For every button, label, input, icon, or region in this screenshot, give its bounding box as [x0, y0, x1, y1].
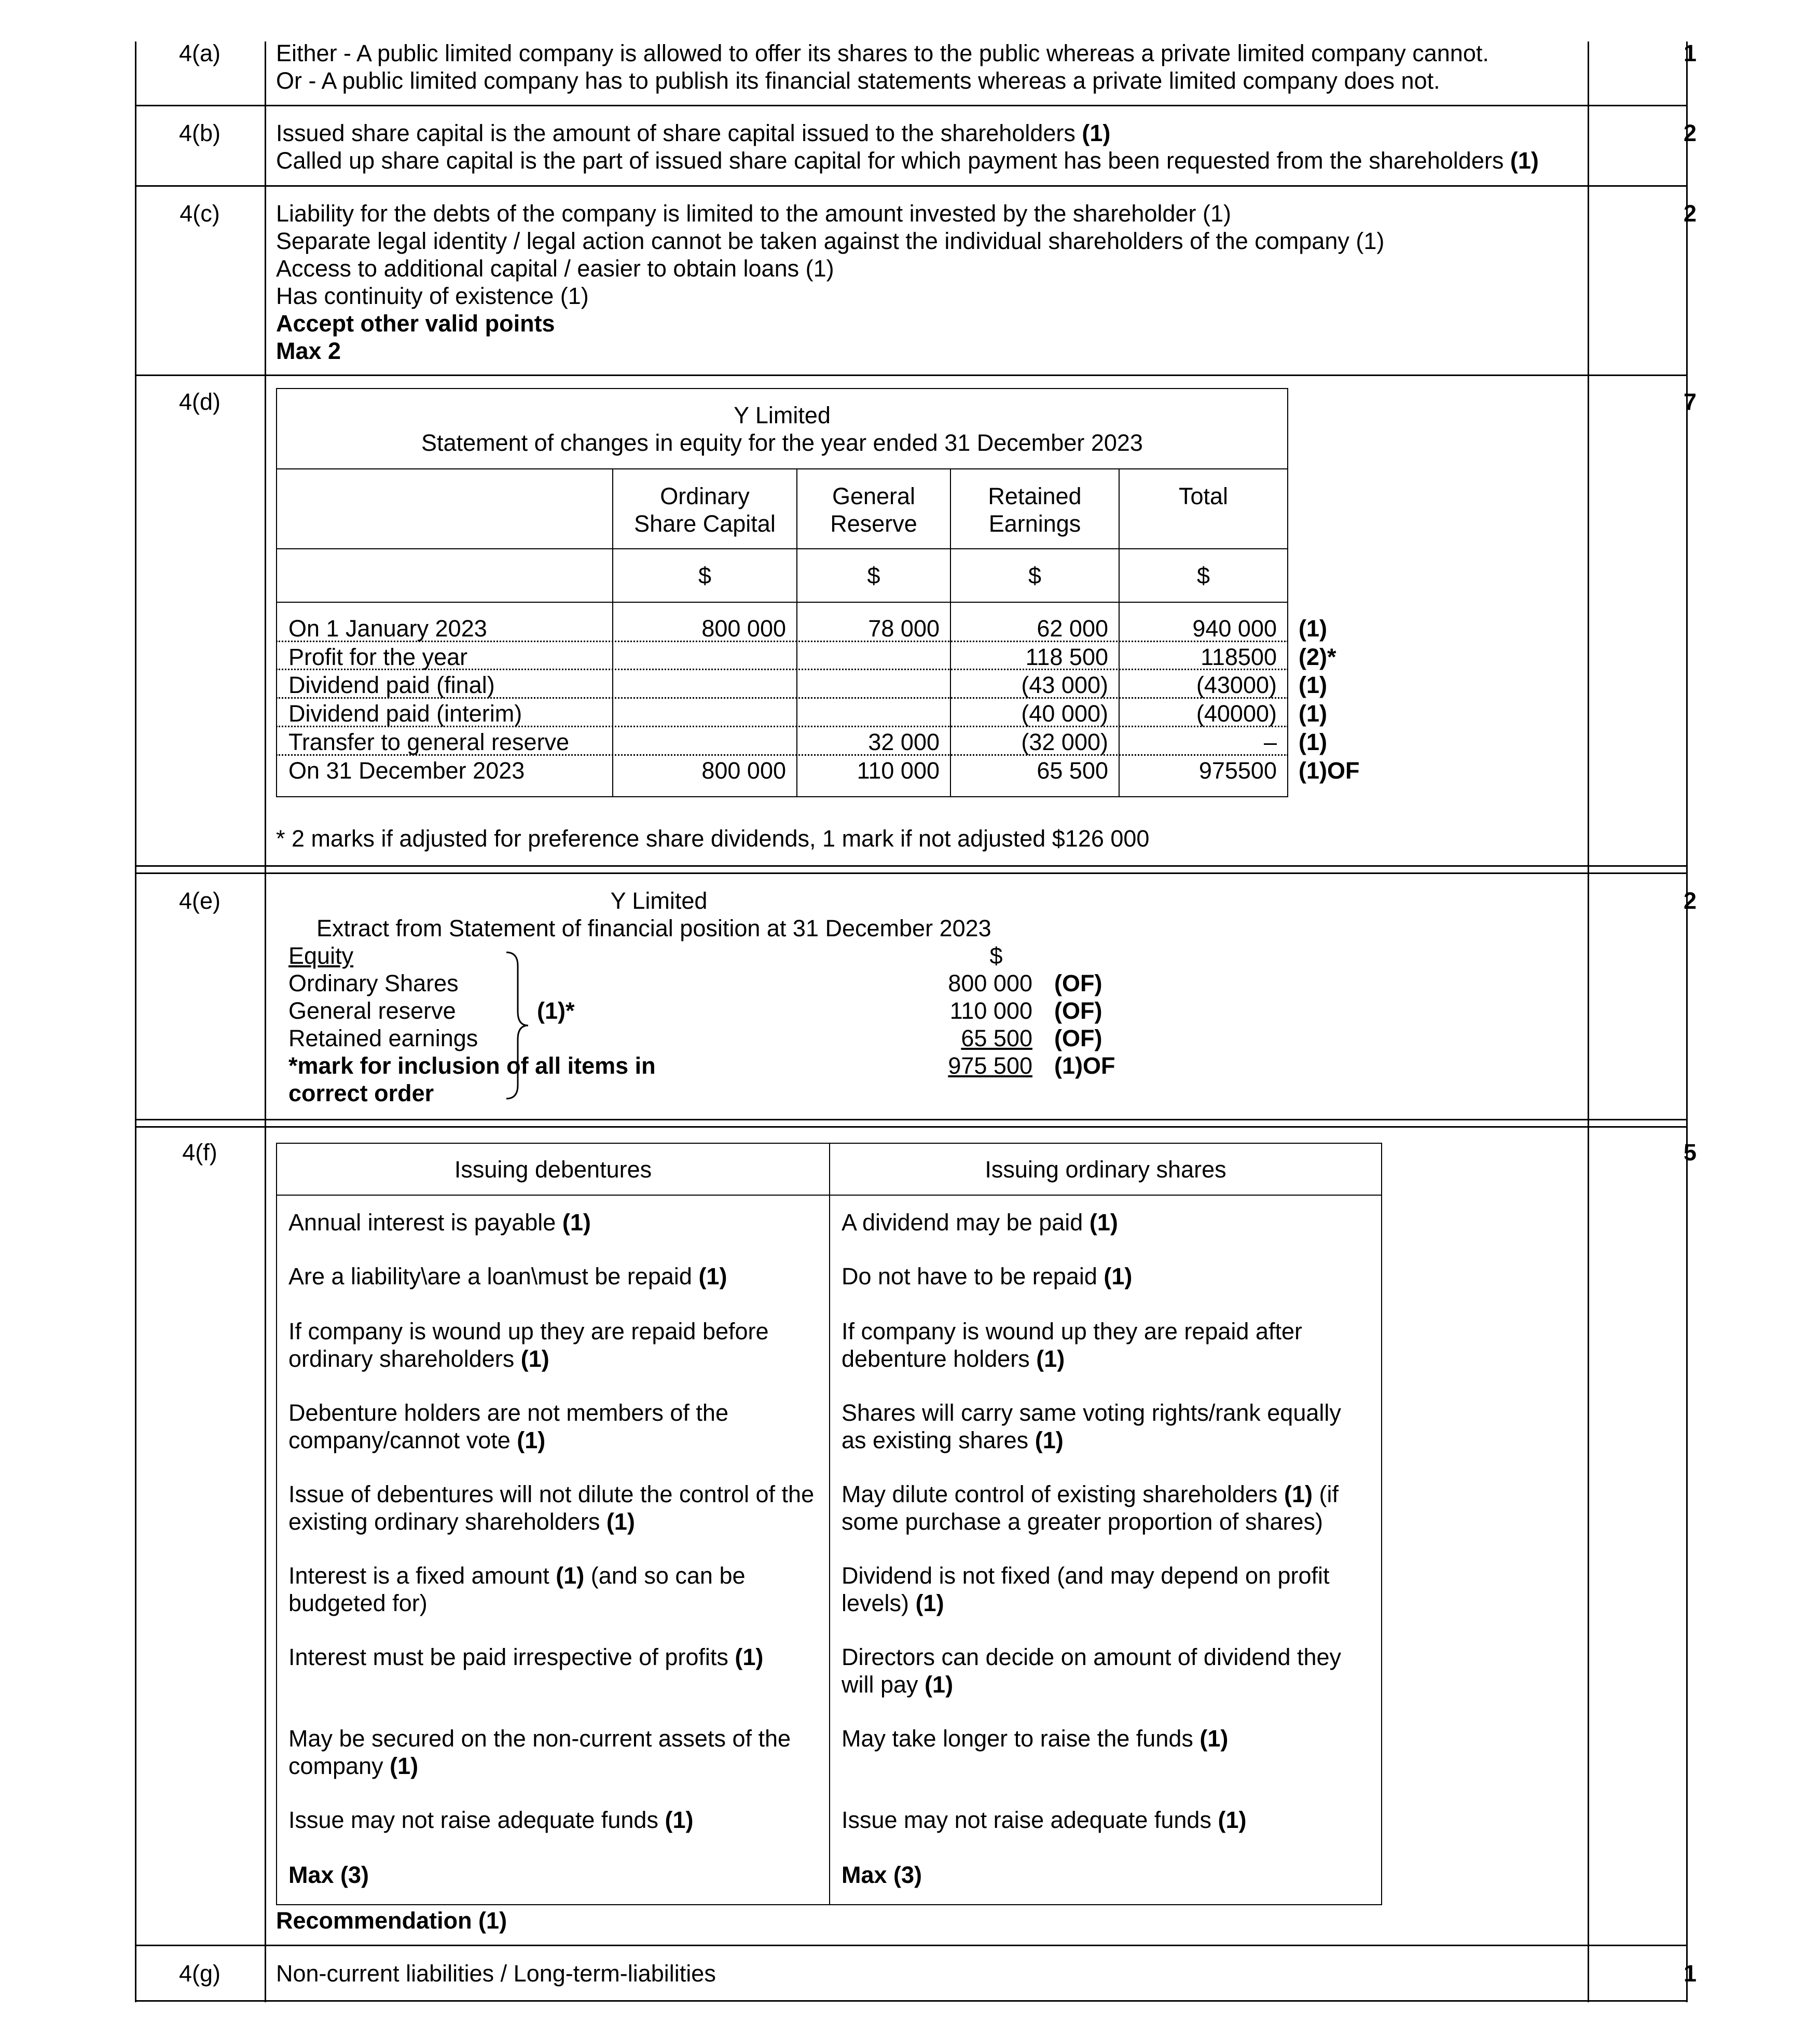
- soce-border-top: [276, 388, 1288, 389]
- debenture-point-text: Annual interest is payable: [288, 1209, 556, 1236]
- soce-cell: 110 000: [857, 757, 940, 784]
- debenture-point-mark: (1): [556, 1562, 585, 1589]
- marks-4f: 5: [1683, 1139, 1697, 1166]
- soce-cell: (43000): [1196, 672, 1277, 698]
- answer-4b-line2-mark: (1): [1510, 147, 1539, 174]
- soce-cell: 118500: [1201, 644, 1277, 670]
- sofp-title: Y Limited: [610, 888, 708, 914]
- debenture-point-text: If company is wound up they are repaid before ordinary shareholders: [288, 1318, 769, 1372]
- finance-table-col-divider: [829, 1143, 830, 1905]
- sofp-item-value: 110 000: [949, 997, 1032, 1024]
- finance-table-border-left: [276, 1143, 277, 1905]
- soce-cell: 975500: [1198, 757, 1277, 784]
- shares-point-mark: (1): [1089, 1209, 1118, 1236]
- outer-right-border: [1686, 41, 1688, 2002]
- soce-border: [276, 602, 1288, 603]
- debenture-point-mark: (1): [390, 1753, 419, 1779]
- sofp-total-value: 975 500: [948, 1052, 1032, 1079]
- soce-cell: 118 500: [1025, 644, 1108, 670]
- debenture-point-mark: (1): [698, 1263, 727, 1290]
- debenture-point-text: May be secured on the non-current assets of the company: [288, 1725, 791, 1779]
- debenture-point-mark: (1): [562, 1209, 591, 1236]
- debenture-point: [288, 1806, 818, 1834]
- answer-4b-line1-text: Issued share capital is the amount of share capital issued to the shareholders: [276, 120, 1076, 146]
- sofp-brace-mark: (1)*: [537, 997, 575, 1024]
- debenture-point: [288, 1643, 818, 1671]
- question-number-4g: 4(g): [178, 1960, 221, 1987]
- soce-cell: (32 000): [1021, 729, 1108, 755]
- sofp-subtitle: Extract from Statement of financial position at 31 December 2023: [316, 915, 991, 941]
- row-separator: [135, 1119, 1688, 1120]
- shares-point-text: Do not have to be repaid: [842, 1263, 1097, 1290]
- soce-row-label: Dividend paid (final): [288, 672, 495, 698]
- answer-4c-max: Max 2: [276, 338, 341, 364]
- shares-point-text: Shares will carry same voting rights/rank equally as existing shares: [842, 1399, 1341, 1453]
- soce-header-ordinary: [613, 482, 796, 537]
- debenture-point-text: Are a liability\are a loan\must be repaid: [288, 1263, 692, 1290]
- sofp-item-mark: (OF): [1054, 997, 1102, 1024]
- shares-point-text: Dividend is not fixed (and may depend on profit levels): [842, 1562, 1330, 1616]
- shares-point: [842, 1806, 1371, 1834]
- marks-4g: 1: [1683, 1960, 1697, 1987]
- shares-point: [842, 1562, 1366, 1617]
- soce-cell: 62 000: [1037, 615, 1108, 642]
- marks-4c: 2: [1683, 200, 1697, 227]
- soce-cell: 65 500: [1037, 757, 1108, 784]
- answer-4b-line1-mark: (1): [1082, 120, 1111, 146]
- row-separator: [135, 375, 1688, 376]
- answer-4a-line2: Or - A public limited company has to publish its financial statements whereas a private limited company does not.: [276, 67, 1440, 94]
- debenture-max: Max (3): [288, 1862, 369, 1888]
- shares-point-mark: (1): [1036, 1346, 1065, 1372]
- row-separator: [135, 872, 1688, 874]
- debenture-point-mark: (1): [665, 1807, 694, 1833]
- debenture-point-extra: (and so can be budgeted for): [288, 1562, 746, 1616]
- column-divider-marks: [1588, 41, 1589, 2002]
- shares-point: [842, 1643, 1371, 1698]
- soce-row-label: On 31 December 2023: [288, 757, 525, 784]
- soce-cell: (40 000): [1021, 700, 1108, 727]
- shares-point: [842, 1318, 1360, 1372]
- soce-cell: (40000): [1196, 700, 1277, 727]
- sofp-equity-label: Equity: [288, 942, 354, 969]
- shares-point-mark: (1): [1199, 1725, 1229, 1752]
- soce-header-general-line2: Reserve: [830, 510, 917, 537]
- soce-currency: $: [1196, 562, 1210, 589]
- answer-4b-line2: [276, 147, 1539, 174]
- soce-row-label: Dividend paid (interim): [288, 700, 522, 727]
- soce-header-ordinary-line2: Share Capital: [634, 510, 776, 537]
- shares-point-text: May dilute control of existing shareholders: [842, 1481, 1278, 1507]
- soce-cell: (43 000): [1021, 672, 1108, 698]
- answer-4c-point-3: Access to additional capital / easier to obtain loans (1): [276, 255, 834, 282]
- shares-point-mark: (1): [1218, 1807, 1247, 1833]
- soce-row-mark: (1): [1299, 700, 1327, 727]
- soce-note: * 2 marks if adjusted for preference share dividends, 1 mark if not adjusted $126 000: [276, 825, 1150, 852]
- sofp-item-value: 65 500: [961, 1025, 1032, 1051]
- question-number-4b: 4(b): [178, 120, 221, 146]
- debenture-point: [288, 1725, 818, 1780]
- answer-4c-accept: Accept other valid points: [276, 310, 555, 337]
- shares-point-text: May take longer to raise the funds: [842, 1725, 1193, 1752]
- finance-header-shares: Issuing ordinary shares: [985, 1156, 1226, 1183]
- soce-header-total: Total: [1178, 483, 1229, 509]
- debenture-point-text: Issue may not raise adequate funds: [288, 1807, 658, 1833]
- soce-header-retained: [951, 482, 1119, 537]
- debenture-point-mark: (1): [520, 1346, 549, 1372]
- soce-header-retained-line2: Earnings: [988, 510, 1081, 537]
- soce-currency: $: [698, 562, 712, 589]
- answer-4c-point-4: Has continuity of existence (1): [276, 283, 589, 309]
- shares-point-mark: (1): [1104, 1263, 1133, 1290]
- shares-point-mark: (1): [915, 1590, 944, 1616]
- soce-header-retained-line1: Retained: [988, 483, 1082, 509]
- shares-point-mark: (1): [925, 1671, 954, 1698]
- shares-point-text: Directors can decide on amount of dividend they will pay: [842, 1644, 1342, 1698]
- shares-point: [842, 1399, 1371, 1454]
- marks-4b: 2: [1683, 120, 1697, 146]
- sofp-item-label: Retained earnings: [288, 1025, 478, 1051]
- sofp-item-mark: (OF): [1054, 970, 1102, 996]
- answer-4c-point-2: Separate legal identity / legal action cannot be taken against the individual shareholders of the company (1): [276, 228, 1385, 254]
- row-separator: [135, 1126, 1688, 1128]
- finance-header-debentures: Issuing debentures: [454, 1156, 652, 1183]
- column-divider-question: [265, 41, 266, 2002]
- soce-title: Y Limited: [734, 402, 831, 428]
- debenture-point: [288, 1480, 818, 1535]
- debenture-point: [288, 1209, 818, 1236]
- marks-4a: 1: [1683, 40, 1697, 66]
- soce-row-mark: (1): [1299, 729, 1327, 755]
- answer-4b-line2-text: Called up share capital is the part of issued share capital for which payment has been requested from the shareholders: [276, 147, 1504, 174]
- sofp-item-value: 800 000: [948, 970, 1032, 996]
- answer-4a-line1: Either - A public limited company is allowed to offer its shares to the public whereas a private limited company cannot.: [276, 40, 1489, 66]
- soce-row-label: Transfer to general reserve: [288, 729, 570, 755]
- debenture-point: [288, 1562, 807, 1617]
- answer-4b-line1: [276, 119, 1110, 147]
- debenture-point: [288, 1318, 807, 1372]
- question-number-4e: 4(e): [178, 888, 221, 914]
- sofp-currency: $: [989, 942, 1003, 969]
- debenture-point: [288, 1263, 818, 1290]
- shares-max: Max (3): [842, 1862, 922, 1888]
- shares-point: [842, 1209, 1371, 1236]
- answer-4c-point-1: Liability for the debts of the company is limited to the amount invested by the shareholder (1): [276, 200, 1232, 227]
- sofp-item-mark: (OF): [1054, 1025, 1102, 1051]
- soce-cell: 940 000: [1192, 615, 1277, 642]
- debenture-point-text: Interest is a fixed amount: [288, 1562, 549, 1589]
- row-separator: [135, 185, 1688, 187]
- soce-cell: 800 000: [701, 757, 786, 784]
- debenture-point-mark: (1): [735, 1644, 764, 1670]
- soce-row-mark: (1): [1299, 615, 1327, 642]
- soce-header-general-line1: General: [832, 483, 916, 509]
- shares-point-text: If company is wound up they are repaid after debenture holders: [842, 1318, 1303, 1372]
- marks-4e: 2: [1683, 888, 1697, 914]
- shares-point-mark: (1): [1035, 1427, 1064, 1453]
- row-separator: [135, 865, 1688, 867]
- soce-cell: 800 000: [701, 615, 786, 642]
- soce-header-ordinary-line1: Ordinary: [660, 483, 750, 509]
- soce-currency: $: [1028, 562, 1042, 589]
- shares-point-text: Issue may not raise adequate funds: [842, 1807, 1211, 1833]
- shares-point: [842, 1480, 1371, 1535]
- question-number-4d: 4(d): [178, 389, 221, 415]
- row-separator: [135, 105, 1688, 106]
- soce-row-mark: (1)OF: [1299, 757, 1360, 784]
- finance-table-border-right: [1381, 1143, 1382, 1905]
- shares-point: [842, 1725, 1371, 1752]
- outer-left-border: [135, 41, 136, 2002]
- debenture-point-text: Issue of debentures will not dilute the control of the existing ordinary shareholders: [288, 1481, 815, 1535]
- soce-cell: 78 000: [868, 615, 940, 642]
- sofp-total-mark: (1)OF: [1054, 1052, 1115, 1079]
- soce-border: [276, 468, 1288, 469]
- soce-currency: $: [867, 562, 880, 589]
- soce-row-mark: (2)*: [1299, 644, 1336, 670]
- soce-row-label: Profit for the year: [288, 644, 468, 670]
- question-number-4f: 4(f): [182, 1139, 217, 1166]
- brace-icon: [502, 950, 533, 1101]
- debenture-point-text: Interest must be paid irrespective of profits: [288, 1644, 728, 1670]
- soce-cell: 32 000: [868, 729, 940, 755]
- answer-4g: Non-current liabilities / Long-term-liabilities: [276, 1960, 716, 1987]
- soce-row-label: On 1 January 2023: [288, 615, 487, 642]
- debenture-point-text: Debenture holders are not members of the company/cannot vote: [288, 1399, 728, 1453]
- shares-point-extra: (if some purchase a greater proportion of shares): [842, 1481, 1339, 1535]
- finance-recommendation: Recommendation (1): [276, 1907, 507, 1934]
- marks-4d: 7: [1683, 389, 1697, 415]
- soce-border: [276, 548, 1288, 549]
- soce-border-bottom: [276, 796, 1288, 797]
- bottom-border: [135, 2000, 1688, 2002]
- sofp-item-label: Ordinary Shares: [288, 970, 459, 996]
- sofp-note-line2: correct order: [288, 1080, 434, 1106]
- question-number-4c: 4(c): [180, 200, 220, 227]
- shares-point: [842, 1263, 1371, 1290]
- shares-point-text: A dividend may be paid: [842, 1209, 1083, 1236]
- debenture-point: [288, 1399, 807, 1454]
- debenture-point-mark: (1): [606, 1508, 635, 1535]
- shares-point-mark: (1): [1284, 1481, 1313, 1507]
- row-separator: [135, 1945, 1688, 1946]
- sofp-note-line1: *mark for inclusion of all items in: [288, 1052, 656, 1079]
- debenture-point-mark: (1): [517, 1427, 546, 1453]
- sofp-item-label: General reserve: [288, 997, 456, 1024]
- soce-header-general: [797, 482, 950, 537]
- soce-subtitle: Statement of changes in equity for the year ended 31 December 2023: [421, 429, 1143, 456]
- soce-row-mark: (1): [1299, 672, 1327, 698]
- question-number-4a: 4(a): [178, 40, 221, 66]
- soce-cell: –: [1263, 729, 1277, 755]
